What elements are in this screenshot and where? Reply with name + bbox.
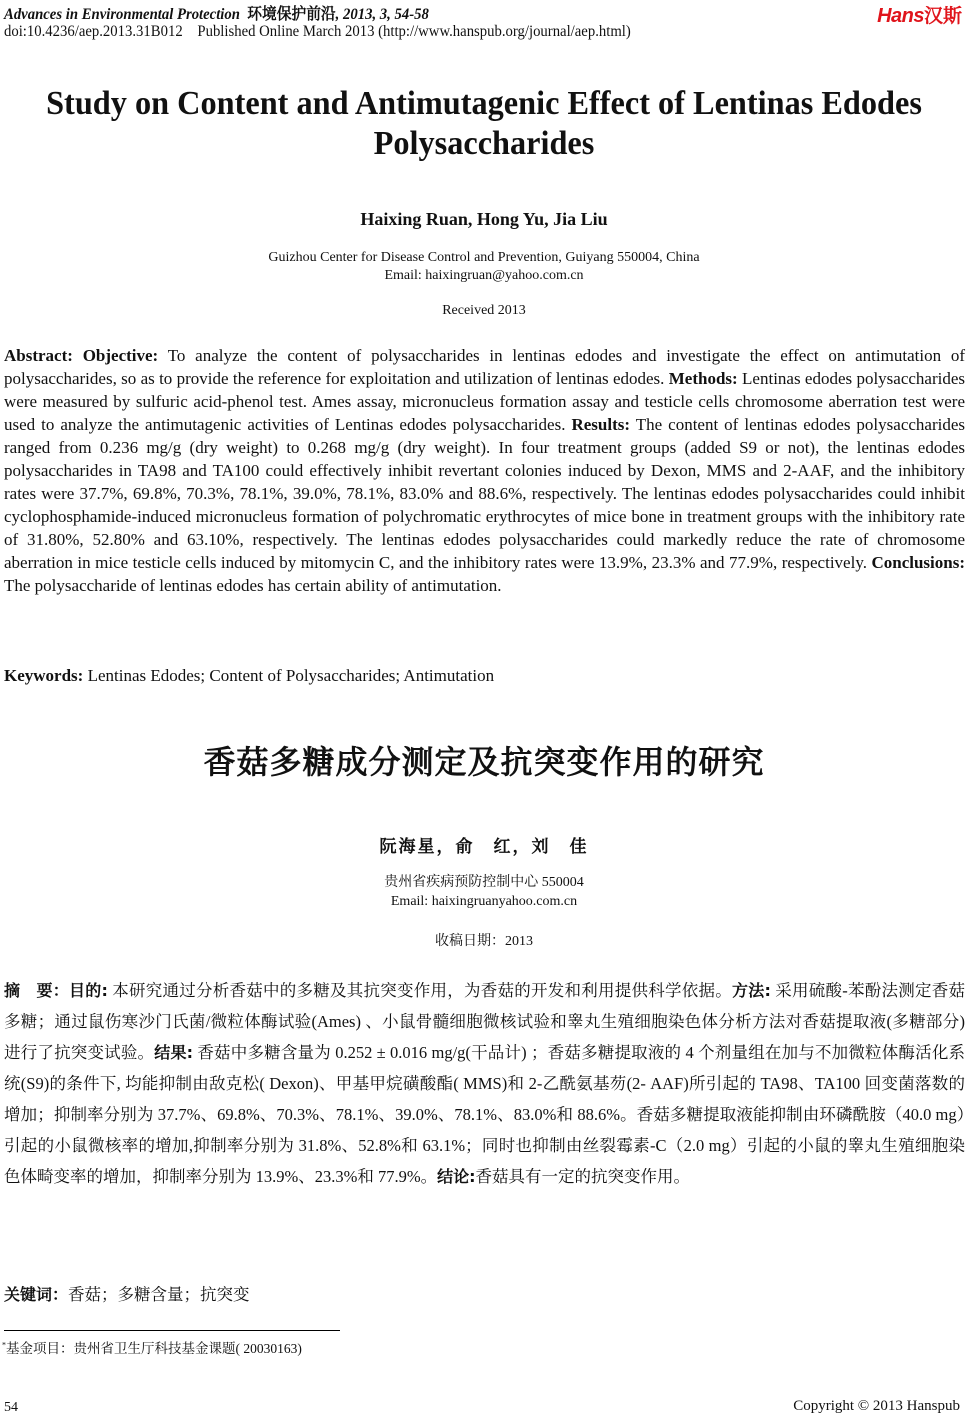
paper-title-cn: 香菇多糖成分测定及抗突变作用的研究 xyxy=(203,743,765,781)
volume-info: , 2013, 3, 54-58 xyxy=(335,6,429,23)
methods-cn-label: 方法: xyxy=(731,981,771,1000)
results-cn-label: 结果: xyxy=(154,1043,194,1062)
keywords-text: Lentinas Edodes; Content of Polysaccharides; Antimutation xyxy=(87,666,495,685)
email-cn: Email: haixingruanyahoo.com.cn xyxy=(390,894,578,909)
paper-title-en: Study on Content and Antimutagenic Effect of Lentinas Edodes Polysaccharides xyxy=(46,85,922,162)
keywords-en xyxy=(4,666,494,686)
logo-cn: 汉斯 xyxy=(923,5,962,27)
abstract-label: Abstract: xyxy=(4,346,73,365)
affiliation-cn xyxy=(0,873,968,911)
affiliation-text: Guizhou Center for Disease Control and Prevention, Guiyang 550004, China xyxy=(268,250,700,265)
published-info: Published Online March 2013 (http://www.hanspub.org/journal/aep.html) xyxy=(197,23,631,40)
objective-cn-label: 目的: xyxy=(69,981,108,1000)
abstract-cn-label: 摘 要： xyxy=(4,981,69,1000)
abstract-cn xyxy=(4,975,965,1192)
page-number: 54 xyxy=(4,1400,18,1415)
conclusions-cn-text: 香菇具有一定的抗突变作用。 xyxy=(475,1167,691,1186)
authors-cn: 阮海星，俞 红，刘 佳 xyxy=(379,837,589,856)
methods-cn-text: 采用硫酸-苯酚法测定香菇多糖；通过鼠伤寒沙门氏菌/微粒体酶试验(Ames) 、小鼠骨髓细胞微核试验和睾丸生殖细胞染色体分析方法对香菇提取液(多糖部分) 进行了抗突变试验。 xyxy=(4,981,965,1062)
results-label: Results: xyxy=(571,415,631,434)
affiliation-en xyxy=(0,249,968,285)
received-en: Received 2013 xyxy=(442,303,526,318)
journal-name-cn: 环境保护前沿 xyxy=(247,6,336,23)
journal-citation xyxy=(4,1,429,24)
logo-en: Hans xyxy=(877,5,924,27)
conclusions-cn-label: 结论: xyxy=(437,1167,476,1186)
methods-text: Lentinas edodes polysaccharides were measured by sulfuric acid-phenol test. Ames assay, micronucleus formation assay and testicle cells chromosome aberration test were used to analyze the antimutagenic activities of Lentinas edodes polysaccharides. xyxy=(4,369,966,434)
keywords-cn-text: 香菇；多糖含量；抗突变 xyxy=(68,1285,250,1304)
received-cn: 收稿日期：2013 xyxy=(435,934,533,949)
doi-line xyxy=(4,23,631,41)
affiliation-cn-text: 贵州省疾病预防控制中心 550004 xyxy=(384,875,584,890)
footnote-text: 基金项目：贵州省卫生厅科技基金课题( 20030163) xyxy=(6,1341,302,1356)
results-cn-text: 香菇中多糖含量为 0.252 ± 0.016 mg/g(干品计) ；香菇多糖提取液的 4 个剂量组在加与不加微粒体酶活化系统(S9)的条件下, 均能抑制由敌克松( Dexon)、甲基甲烷磺酸酯( MMS)和 2-乙酰氨基芴(2- AAF)所引起的 TA98、TA100 回变菌落数的增加；抑制率分别为 37.7%、69.8%、70.3%、78.1%、39.0%、78.1%、83.0%和 88.6%。香菇多糖提取液能抑制由环磷酰胺（40.0 mg）引起的小鼠微核率的增加,抑制率分别为 31.8%、52.8%和 63.1%；同时也抑制由丝裂霉素-C（2.0 mg）引起的小鼠的睾丸生殖细胞染色体畸变率的增加，抑制率分别为 13.9%、23.3%和 77.9%。 xyxy=(4,1043,966,1186)
copyright: Copyright © 2013 Hanspub xyxy=(793,1398,960,1414)
email-en: Email: haixingruan@yahoo.com.cn xyxy=(384,268,584,283)
objective-cn-text: 本研究通过分析香菇中的多糖及其抗突变作用，为香菇的开发和利用提供科学依据。 xyxy=(107,981,732,1000)
authors-en: Haixing Ruan, Hong Yu, Jia Liu xyxy=(360,209,608,229)
objective-label: Objective: xyxy=(82,346,159,365)
methods-label: Methods: xyxy=(668,369,738,388)
keywords-cn xyxy=(4,1281,250,1305)
results-text: The content of lentinas edodes polysaccharides ranged from 0.236 mg/g (dry weight) to 0.268 mg/g (dry weight). In four treatment groups (added S9 or not), the lentinas edodes polysaccharides in TA98 and TA100 could effectively inhibit revertant colonies induced by Dexon, MMS and 2-AAF, and the inhibitory rates were 37.7%, 69.8%, 70.3%, 78.1%, 39.0%, 78.1%, 83.0% and 88.6%, respectively. The lentinas edodes polysaccharides could inhibit cyclophosphamide-induced micronucleus formation of polychromatic erythrocytes of mice bone in treatment groups with the inhibitory rate of 31.80%, 52.80% and 63.10%, respectively. The lentinas edodes polysaccharides could markedly reduce the rate of chromosome aberration in mice testicle cells induced by mitomycin C, and the inhibitory rates were 13.9%, 23.3% and 77.9%, respectively. xyxy=(4,415,965,572)
doi: doi:10.4236/aep.2013.31B012 xyxy=(4,23,183,40)
conclusions-label: Conclusions: xyxy=(871,553,965,572)
footnote xyxy=(2,1337,302,1357)
hans-logo xyxy=(877,1,962,28)
objective-text: To analyze the content of polysaccharides in lentinas edodes and investigate the effect on antimutation of polysaccharides, so as to provide the reference for exploitation and utilization of lentinas edodes. xyxy=(4,346,965,388)
keywords-cn-label: 关键词： xyxy=(4,1285,69,1304)
abstract-en xyxy=(4,344,965,597)
keywords-label: Keywords: xyxy=(4,666,84,685)
conclusions-text: The polysaccharide of lentinas edodes has certain ability of antimutation. xyxy=(4,576,502,595)
footnote-marker: * xyxy=(2,1340,6,1350)
journal-name-en: Advances in Environmental Protection xyxy=(4,6,240,23)
footnote-divider xyxy=(4,1330,340,1331)
